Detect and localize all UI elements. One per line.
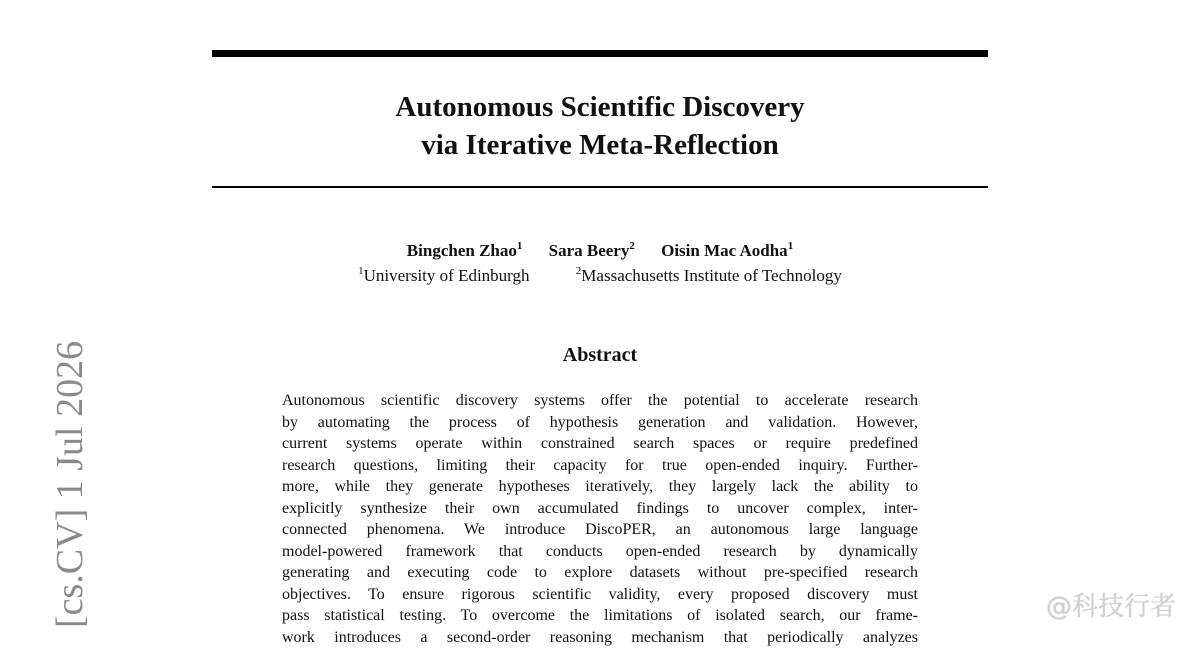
abstract-line: research questions, limiting their capacity for true open-ended inquiry. Further- — [282, 456, 918, 474]
abstract-line: Autonomous scientific discovery systems offer the potential to accelerate research — [282, 392, 918, 409]
abstract-line: work introduces a second-order reasoning mechanism that periodically analyzes — [282, 628, 918, 646]
paper-title — [212, 88, 988, 164]
affiliation-list — [212, 265, 988, 287]
abstract-body — [282, 390, 918, 648]
arxiv-stamp: [cs.CV] 1 Jul 2026 — [49, 340, 91, 628]
author-1: Bingchen Zhao$^1$ — [406, 240, 523, 260]
abstract-line: generating and executing code to explore datasets without pre-specified research — [282, 564, 918, 581]
author-2: Sara Beery$^2$ — [548, 240, 635, 260]
abstract-line: pass statistical testing. To overcome the limitations of isolated search, our frame- — [282, 607, 918, 624]
abstract-line: current systems operate within constrained search spaces or require predefined — [282, 435, 918, 452]
affiliation-2: $^2$Massachusetts Institute of Technology — [575, 265, 842, 285]
title-bottom-rule — [212, 186, 988, 188]
title-line-1: Autonomous Scientific Discovery — [395, 91, 805, 123]
abstract-heading: Abstract — [562, 344, 638, 366]
affiliation-1: $^1$University of Edinburgh — [358, 265, 530, 285]
abstract-line: by automating the process of hypothesis generation and validation. However, — [282, 413, 918, 431]
abstract-line: connected phenomena. We introduce DiscoPER, an autonomous large language — [282, 521, 918, 538]
author-3: Oisin Mac Aodha$^1$ — [661, 240, 794, 260]
abstract-line: more, while they generate hypotheses iteratively, they largely lack the ability to — [282, 478, 918, 495]
title-top-rule — [212, 50, 988, 57]
abstract-line: objectives. To ensure rigorous scientific validity, every proposed discovery must — [282, 585, 918, 603]
abstract-line: model-powered framework that conducts open-ended research by dynamically — [282, 542, 918, 560]
abstract-line: explicitly synthesize their own accumulated findings to uncover complex, inter- — [282, 499, 918, 517]
author-list — [212, 240, 988, 262]
title-line-2: via Iterative Meta-Reflection — [421, 129, 779, 161]
watermark-text: @科技行者 — [1045, 592, 1176, 622]
